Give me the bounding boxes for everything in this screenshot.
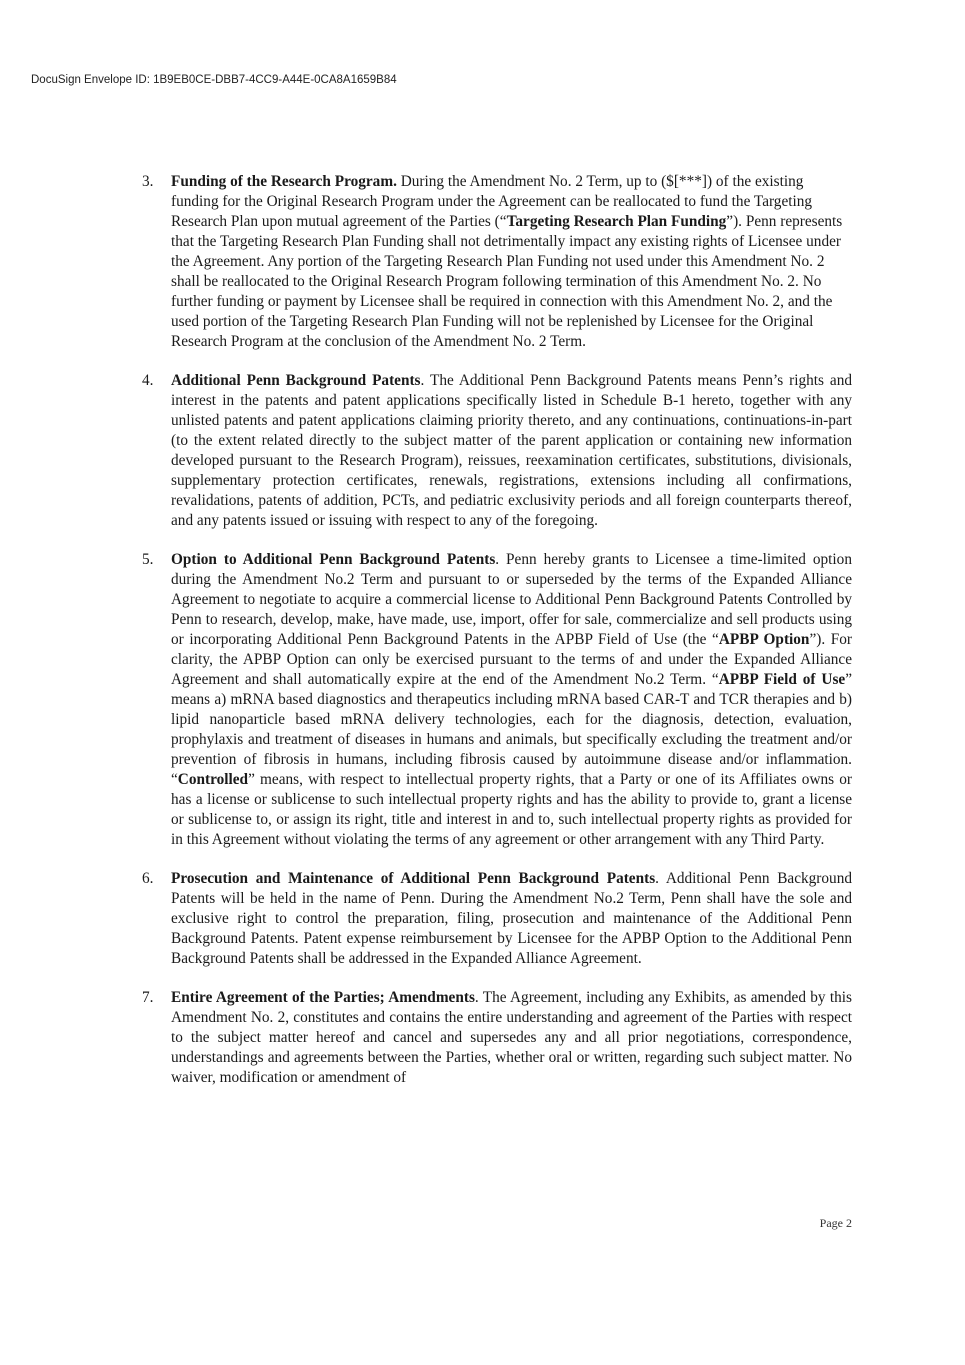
section-body: ”). Penn represents that the Targeting Research Plan Funding shall not detrimentally impact any existing rights of Licensee under the Agreement. Any portion of the Targeting Research Plan Funding not used under this Amendment No. 2 shall be reallocated to the Original Research Program following termination of this Amendment No. 2. No further funding or payment by Licensee shall be required in connection with this Amendment No. 2, and the used portion of the Targeting Research Plan Funding will not be replenished by Licensee for the Original Research Program at the conclusion of the Amendment No. 2 Term. [171, 213, 843, 350]
section-body: . Additional Penn Background Patents will be held in the name of Penn. During the Amendment No.2 Term, Penn shall have the sole and exclusive right to control the preparation, filing, prosecution and maintenance of the Additional Penn Background Patents. Patent expense reimbursement by Licensee for the APBP Option to the Additional Penn Background Patents shall be addressed in the Expanded Alliance Agreement. [171, 870, 852, 967]
section-body: ” means, with respect to intellectual property rights, that a Party or one of its Affiliates owns or has a license or sublicense to such intellectual property rights and has the ability to provide to, grant a license or sublicense to, or assign its right, title and interest in and to, such intellectual property rights as provided for in this Agreement without violating the terms of any agreement or other arrangement with any Third Party. [171, 771, 852, 848]
section-heading: Prosecution and Maintenance of Additional Penn Background Patents [171, 870, 656, 887]
section-6 [142, 869, 852, 969]
section-3 [142, 172, 852, 352]
section-text [171, 172, 852, 352]
section-heading: Entire Agreement of the Parties; Amendments [171, 989, 475, 1006]
section-text [171, 550, 852, 850]
section-body: . Penn hereby grants to Licensee a time-limited option during the Amendment No.2 Term and pursuant to or superseded by the terms of the Expanded Alliance Agreement to negotiate to acquire a commercial license to Additional Penn Background Patents Controlled by Penn to research, develop, make, have made, use, import, offer for sale, commercialize and sell products using or incorporating Additional Penn Background Patents in the APBP Field of Use (the “ [171, 551, 852, 648]
section-number: 7. [142, 989, 154, 1006]
section-number: 6. [142, 870, 154, 887]
section-body: During the Amendment No. 2 Term, up to ($[***]) of the existing funding for the Original Research Program under the Agreement can be reallocated to fund the Targeting Research Plan upon mutual agreement of the Parties (“ [171, 173, 813, 230]
section-heading: Additional Penn Background Patents [171, 372, 421, 389]
section-number: 5. [142, 551, 154, 568]
section-heading: Funding of the Research Program. [171, 173, 397, 190]
section-number: 4. [142, 372, 154, 389]
defined-term: APBP Field of Use [718, 671, 846, 688]
section-5 [142, 550, 852, 850]
section-text [171, 869, 852, 969]
section-4 [142, 371, 852, 531]
section-7 [142, 988, 852, 1088]
page-number: Page 2 [819, 1216, 852, 1230]
defined-term: Controlled [177, 771, 249, 788]
docusign-envelope-id: DocuSign Envelope ID: 1B9EB0CE-DBB7-4CC9-A44E-0CA8A1659B84 [31, 74, 397, 86]
section-number: 3. [142, 173, 154, 190]
defined-term: Targeting Research Plan Funding [506, 213, 727, 230]
section-text [171, 371, 852, 531]
defined-term: APBP Option [718, 631, 810, 648]
section-text [171, 988, 852, 1088]
document-body [142, 172, 852, 1107]
section-body: ”). For clarity, the APBP Option can only be exercised pursuant to the terms of and under the Expanded Alliance Agreement and shall automatically expire at the end of the Amendment No.2 Term. “ [171, 631, 852, 688]
section-heading: Option to Additional Penn Background Patents [171, 551, 496, 568]
section-body: ” means a) mRNA based diagnostics and therapeutics including mRNA based CAR-T and TCR therapies and b) lipid nanoparticle based mRNA delivery technologies, each for the diagnosis, detection, evaluation, prophylaxis and treatment of diseases in humans and animals, but specifically excluding the treatment and/or prevention of fibrosis in humans, including fibrosis caused by autoimmune disease and/or inflammation. “ [171, 671, 852, 788]
section-body: . The Agreement, including any Exhibits, as amended by this Amendment No. 2, constitutes and contains the entire understanding and agreement of the Parties with respect to the subject matter hereof and cancel and supersedes any and all prior negotiations, correspondence, understandings and agreements between the Parties, whether oral or written, regarding such subject matter. No waiver, modification or amendment of [171, 989, 852, 1086]
section-body: . The Additional Penn Background Patents means Penn’s rights and interest in the patents and patent applications specifically listed in Schedule B-1 hereto, together with any unlisted patents and patent applications claiming priority thereto, and any continuations, continuations-in-part (to the extent related directly to the subject matter of the parent application or containing new information developed pursuant to the Research Program), reissues, reexamination certificates, substitutions, divisionals, supplementary protection certificates, renewals, registrations, extensions including all confirmations, revalidations, patents of addition, PCTs, and pediatric exclusivity periods and all foreign counterparts thereof, and any patents issued or issuing with respect to any of the foregoing. [171, 372, 852, 529]
